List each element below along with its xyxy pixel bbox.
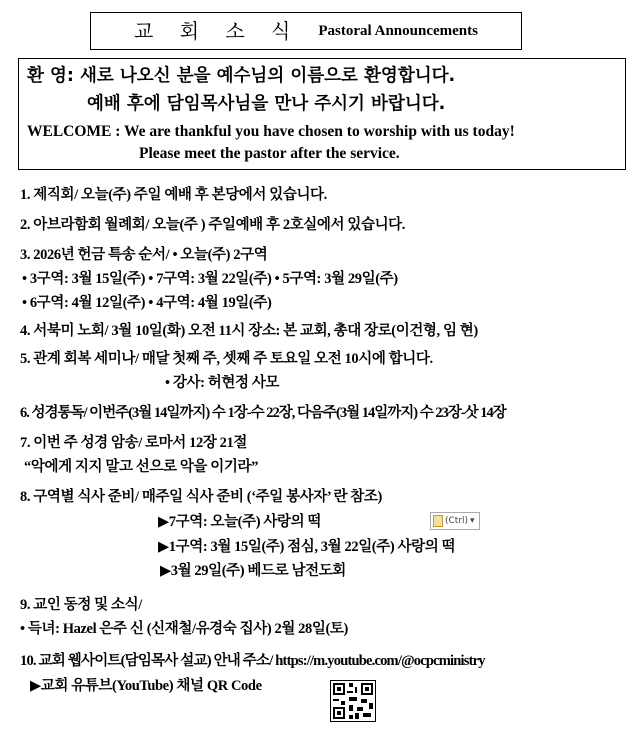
item-9-news: • 득녀: Hazel 은주 신 (신재철/유경숙 집사) 2월 28일(토) <box>20 621 348 637</box>
item-3-schedule-2: • 6구역: 4월 12일(주) • 4구역: 4월 19일(주) <box>22 295 272 311</box>
chevron-down-icon: ▾ <box>470 516 475 526</box>
item-5-speaker: • 강사: 허현정 사모 <box>165 375 280 391</box>
item-9: 9. 교인 동정 및 소식/ <box>20 597 142 613</box>
title-korean: 교 회 소 식 <box>134 19 301 43</box>
item-8: 8. 구역별 식사 준비/ 매주일 식사 준비 (‘주일 봉사자’ 란 참조) <box>20 489 382 505</box>
item-8-group-7: ▶7구역: 오늘(주) 사랑의 떡 <box>158 514 322 530</box>
item-8-group-1: ▶1구역: 3월 15일(주) 점심, 3월 22일(주) 사랑의 떡 <box>158 539 456 555</box>
paste-label: (Ctrl) <box>445 516 469 526</box>
welcome-en-1: WELCOME : We are thankful you have chosen to worship with us today! <box>27 123 515 140</box>
clipboard-icon <box>433 515 443 527</box>
item-7: 7. 이번 주 성경 암송/ 로마서 12장 21절 <box>20 435 247 451</box>
item-10-qr-label: ▶교회 유튜브(YouTube) 채널 QR Code <box>30 678 262 694</box>
paste-options-button[interactable] <box>430 512 480 530</box>
title-box <box>90 12 522 50</box>
item-7-verse: “악에게 지지 말고 선으로 악을 이기라” <box>24 459 258 475</box>
item-1: 1. 제직회/ 오늘(주) 주일 예배 후 본당에서 있습니다. <box>20 187 327 203</box>
item-2: 2. 아브라함회 월례회/ 오늘(주 ) 주일예배 후 2호실에서 있습니다. <box>20 217 406 233</box>
welcome-box <box>18 58 626 170</box>
welcome-ko-2: 예배 후에 담임목사님을 만나 주시기 바랍니다. <box>87 94 446 114</box>
item-10: 10. 교회 웹사이트(담임목사 설교) 안내 주소/ https://m.youtube.com/@ocpcministry <box>20 653 485 669</box>
item-8-men: ▶3월 29일(주) 베드로 남전도회 <box>160 563 346 579</box>
qr-code <box>330 680 376 722</box>
welcome-ko-1: 환 영: 새로 나오신 분을 예수님의 이름으로 환영합니다. <box>27 66 456 86</box>
item-3: 3. 2026년 헌금 특송 순서/ • 오늘(주) 2구역 <box>20 247 268 263</box>
item-5: 5. 관계 회복 세미나/ 매달 첫째 주, 셋째 주 토요일 오전 10시에 합니다. <box>20 351 433 367</box>
title-english: Pastoral Announcements <box>318 23 478 39</box>
item-4: 4. 서북미 노회/ 3월 10일(화) 오전 11시 장소: 본 교회, 총대 장로(이건형, 임 현) <box>20 323 478 339</box>
welcome-en-2: Please meet the pastor after the service. <box>139 145 400 162</box>
item-6: 6. 성경통독/ 이번주(3월 14일까지) 수 1장-수 22장, 다음주(3월 14일까지) 수 23장-삿 14장 <box>20 405 506 421</box>
item-3-schedule-1: • 3구역: 3월 15일(주) • 7구역: 3월 22일(주) • 5구역: 3월 29일(주) <box>22 271 398 287</box>
